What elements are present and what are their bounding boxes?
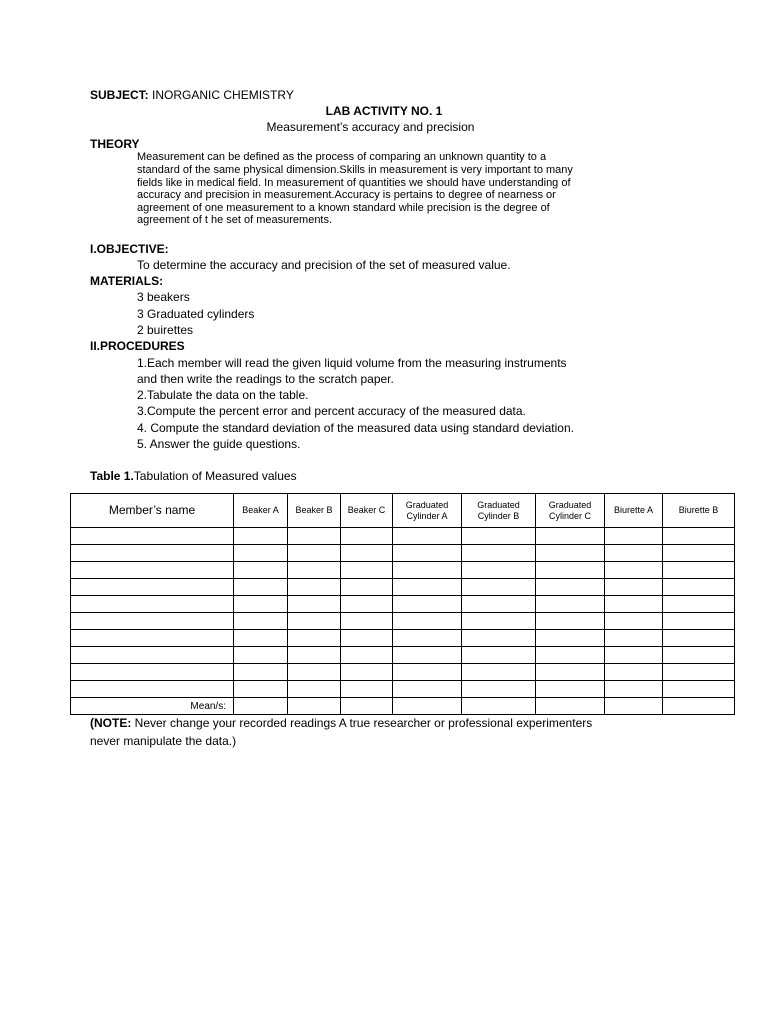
table-cell[interactable] — [393, 579, 462, 596]
table-cell[interactable] — [393, 630, 462, 647]
table-cell[interactable] — [462, 596, 536, 613]
table-cell[interactable] — [393, 613, 462, 630]
table-cell[interactable] — [288, 613, 341, 630]
table-cell[interactable] — [462, 528, 536, 545]
table-cell[interactable] — [462, 562, 536, 579]
table-cell[interactable] — [71, 630, 234, 647]
table-cell[interactable] — [234, 528, 288, 545]
table-cell[interactable] — [605, 681, 663, 698]
theory-line: agreement of t he set of measurements. — [137, 214, 333, 226]
subject-line — [90, 88, 294, 102]
table-cell[interactable] — [536, 596, 605, 613]
table-cell[interactable] — [234, 562, 288, 579]
table-cell[interactable] — [663, 647, 735, 664]
table-cell[interactable] — [663, 545, 735, 562]
table-cell[interactable] — [393, 647, 462, 664]
table-cell[interactable] — [605, 562, 663, 579]
header-beaker-a: Beaker A — [234, 494, 288, 528]
header-beaker-c: Beaker C — [341, 494, 393, 528]
objective-heading: I.OBJECTIVE: — [90, 242, 169, 256]
table-cell[interactable] — [393, 681, 462, 698]
measurement-table — [70, 493, 735, 715]
table-cell[interactable] — [536, 664, 605, 681]
table-cell[interactable] — [605, 647, 663, 664]
table-cell[interactable] — [71, 545, 234, 562]
table-row — [71, 664, 735, 681]
theory-line: Measurement can be defined as the process of comparing an unknown quantity to a — [137, 151, 547, 163]
table-cell[interactable] — [71, 579, 234, 596]
table-cell[interactable] — [663, 562, 735, 579]
header-graduated-cylinder-a — [393, 494, 462, 528]
mean-cell[interactable] — [663, 698, 735, 715]
table-cell[interactable] — [536, 579, 605, 596]
procedure-line: and then write the readings to the scratch paper. — [137, 372, 394, 386]
table-cell[interactable] — [605, 613, 663, 630]
table-cell[interactable] — [393, 545, 462, 562]
table-cell[interactable] — [663, 596, 735, 613]
header-beaker-b: Beaker B — [288, 494, 341, 528]
mean-cell[interactable] — [462, 698, 536, 715]
table-cell[interactable] — [393, 562, 462, 579]
mean-cell[interactable] — [393, 698, 462, 715]
table-cell[interactable] — [663, 630, 735, 647]
table-cell[interactable] — [234, 681, 288, 698]
table-cell[interactable] — [71, 613, 234, 630]
table-cell[interactable] — [462, 647, 536, 664]
table-cell[interactable] — [605, 545, 663, 562]
table-cell[interactable] — [234, 613, 288, 630]
mean-cell[interactable] — [341, 698, 393, 715]
header-member-name: Member’s name — [71, 494, 234, 528]
table-cell[interactable] — [288, 528, 341, 545]
table-caption-label: Table 1. — [90, 469, 134, 483]
table-cell[interactable] — [234, 545, 288, 562]
table-cell[interactable] — [393, 528, 462, 545]
procedures-heading: II.PROCEDURES — [90, 339, 185, 353]
table-cell[interactable] — [536, 630, 605, 647]
table-cell[interactable] — [462, 613, 536, 630]
table-cell[interactable] — [341, 647, 393, 664]
header-graduated-cylinder-c — [536, 494, 605, 528]
subject-value: INORGANIC CHEMISTRY — [152, 88, 294, 102]
table-cell[interactable] — [341, 681, 393, 698]
subject-label: SUBJECT: — [90, 88, 149, 102]
table-row — [71, 528, 735, 545]
table-cell[interactable] — [536, 647, 605, 664]
table-cell[interactable] — [605, 630, 663, 647]
mean-cell[interactable] — [234, 698, 288, 715]
table-row — [71, 596, 735, 613]
materials-heading: MATERIALS: — [90, 274, 164, 288]
table-cell[interactable] — [605, 664, 663, 681]
table-cell[interactable] — [234, 596, 288, 613]
header-line: Cylinder A — [406, 510, 448, 521]
table-cell[interactable] — [234, 664, 288, 681]
header-line: Graduated — [548, 499, 592, 510]
table-cell[interactable] — [288, 630, 341, 647]
procedure-line: 3.Compute the percent error and percent accuracy of the measured data. — [137, 404, 526, 418]
table-cell[interactable] — [341, 545, 393, 562]
table-cell[interactable] — [341, 562, 393, 579]
table-cell[interactable] — [234, 579, 288, 596]
table-caption — [90, 469, 297, 483]
table-cell[interactable] — [663, 681, 735, 698]
header-line: Graduated — [405, 499, 449, 510]
objective-text: To determine the accuracy and precision of the set of measured value. — [137, 258, 511, 272]
table-header-row — [71, 494, 735, 528]
table-cell[interactable] — [536, 681, 605, 698]
table-cell[interactable] — [71, 562, 234, 579]
table-cell[interactable] — [663, 664, 735, 681]
activity-subtitle: Measurement’s accuracy and precision — [266, 120, 475, 134]
theory-heading: THEORY — [90, 137, 140, 151]
table-row — [71, 579, 735, 596]
theory-line: accuracy and precision in measurement.Accuracy is pertains to degree of nearness or — [137, 189, 556, 201]
header-biurette-a: Biurette A — [605, 494, 663, 528]
material-item: 3 Graduated cylinders — [137, 307, 255, 321]
table-cell[interactable] — [341, 596, 393, 613]
header-line: Cylinder C — [548, 510, 591, 521]
table-cell[interactable] — [71, 528, 234, 545]
table-cell[interactable] — [462, 681, 536, 698]
table-cell[interactable] — [341, 528, 393, 545]
table-cell[interactable] — [536, 545, 605, 562]
procedure-line: 4. Compute the standard deviation of the measured data using standard deviation. — [137, 421, 574, 435]
table-cell[interactable] — [71, 647, 234, 664]
mean-cell[interactable] — [536, 698, 605, 715]
table-cell[interactable] — [288, 579, 341, 596]
table-row — [71, 545, 735, 562]
table-row — [71, 647, 735, 664]
mean-cell[interactable] — [288, 698, 341, 715]
theory-line: fields like in medical field. In measurement of quantities we should have understanding of — [137, 177, 571, 189]
theory-line: agreement of one measurement to a known standard while precision is the degree of — [137, 202, 550, 214]
table-row — [71, 630, 735, 647]
note-label: (NOTE: — [90, 716, 132, 730]
table-caption-text: Tabulation of Measured values — [133, 469, 297, 483]
table-cell[interactable] — [462, 545, 536, 562]
material-item: 3 beakers — [137, 290, 190, 304]
table-cell[interactable] — [393, 664, 462, 681]
table-cell[interactable] — [288, 681, 341, 698]
table-cell[interactable] — [341, 664, 393, 681]
table-cell[interactable] — [393, 596, 462, 613]
procedure-line: 1.Each member will read the given liquid volume from the measuring instruments — [137, 356, 567, 370]
table-cell[interactable] — [605, 528, 663, 545]
table-cell[interactable] — [536, 613, 605, 630]
table-row — [71, 681, 735, 698]
table-cell[interactable] — [71, 681, 234, 698]
activity-title: LAB ACTIVITY NO. 1 — [325, 104, 443, 118]
table-cell[interactable] — [462, 579, 536, 596]
mean-cell[interactable] — [605, 698, 663, 715]
theory-line: standard of the same physical dimension.Skills in measurement is very important to many — [137, 164, 573, 176]
table-cell[interactable] — [536, 562, 605, 579]
table-cell[interactable] — [71, 596, 234, 613]
table-cell[interactable] — [663, 528, 735, 545]
note-text: Never change your recorded readings A true researcher or professional experimenters — [131, 716, 593, 730]
mean-row — [71, 698, 735, 715]
table-cell[interactable] — [288, 562, 341, 579]
header-biurette-b: Biurette B — [663, 494, 735, 528]
table-cell[interactable] — [288, 596, 341, 613]
table-cell[interactable] — [462, 630, 536, 647]
material-item: 2 buirettes — [137, 323, 194, 337]
table-cell[interactable] — [71, 664, 234, 681]
table-cell[interactable] — [605, 579, 663, 596]
table-cell[interactable] — [605, 596, 663, 613]
table-cell[interactable] — [341, 579, 393, 596]
procedure-line: 5. Answer the guide questions. — [137, 437, 301, 451]
header-line: Graduated — [477, 499, 520, 510]
table-cell[interactable] — [536, 528, 605, 545]
procedure-line: 2.Tabulate the data on the table. — [137, 388, 309, 402]
table-row — [71, 613, 735, 630]
table-cell[interactable] — [663, 613, 735, 630]
table-cell[interactable] — [288, 647, 341, 664]
header-line: Cylinder B — [477, 510, 520, 521]
header-graduated-cylinder-b — [462, 494, 536, 528]
note-line-2: never manipulate the data.) — [90, 734, 237, 748]
table-cell[interactable] — [288, 664, 341, 681]
table-cell[interactable] — [234, 647, 288, 664]
table-cell[interactable] — [234, 630, 288, 647]
table-cell[interactable] — [663, 579, 735, 596]
table-cell[interactable] — [341, 613, 393, 630]
table-cell[interactable] — [341, 630, 393, 647]
note-line-1 — [90, 716, 592, 730]
table-cell[interactable] — [462, 664, 536, 681]
table-cell[interactable] — [288, 545, 341, 562]
mean-label: Mean/s: — [71, 698, 234, 715]
table-row — [71, 562, 735, 579]
